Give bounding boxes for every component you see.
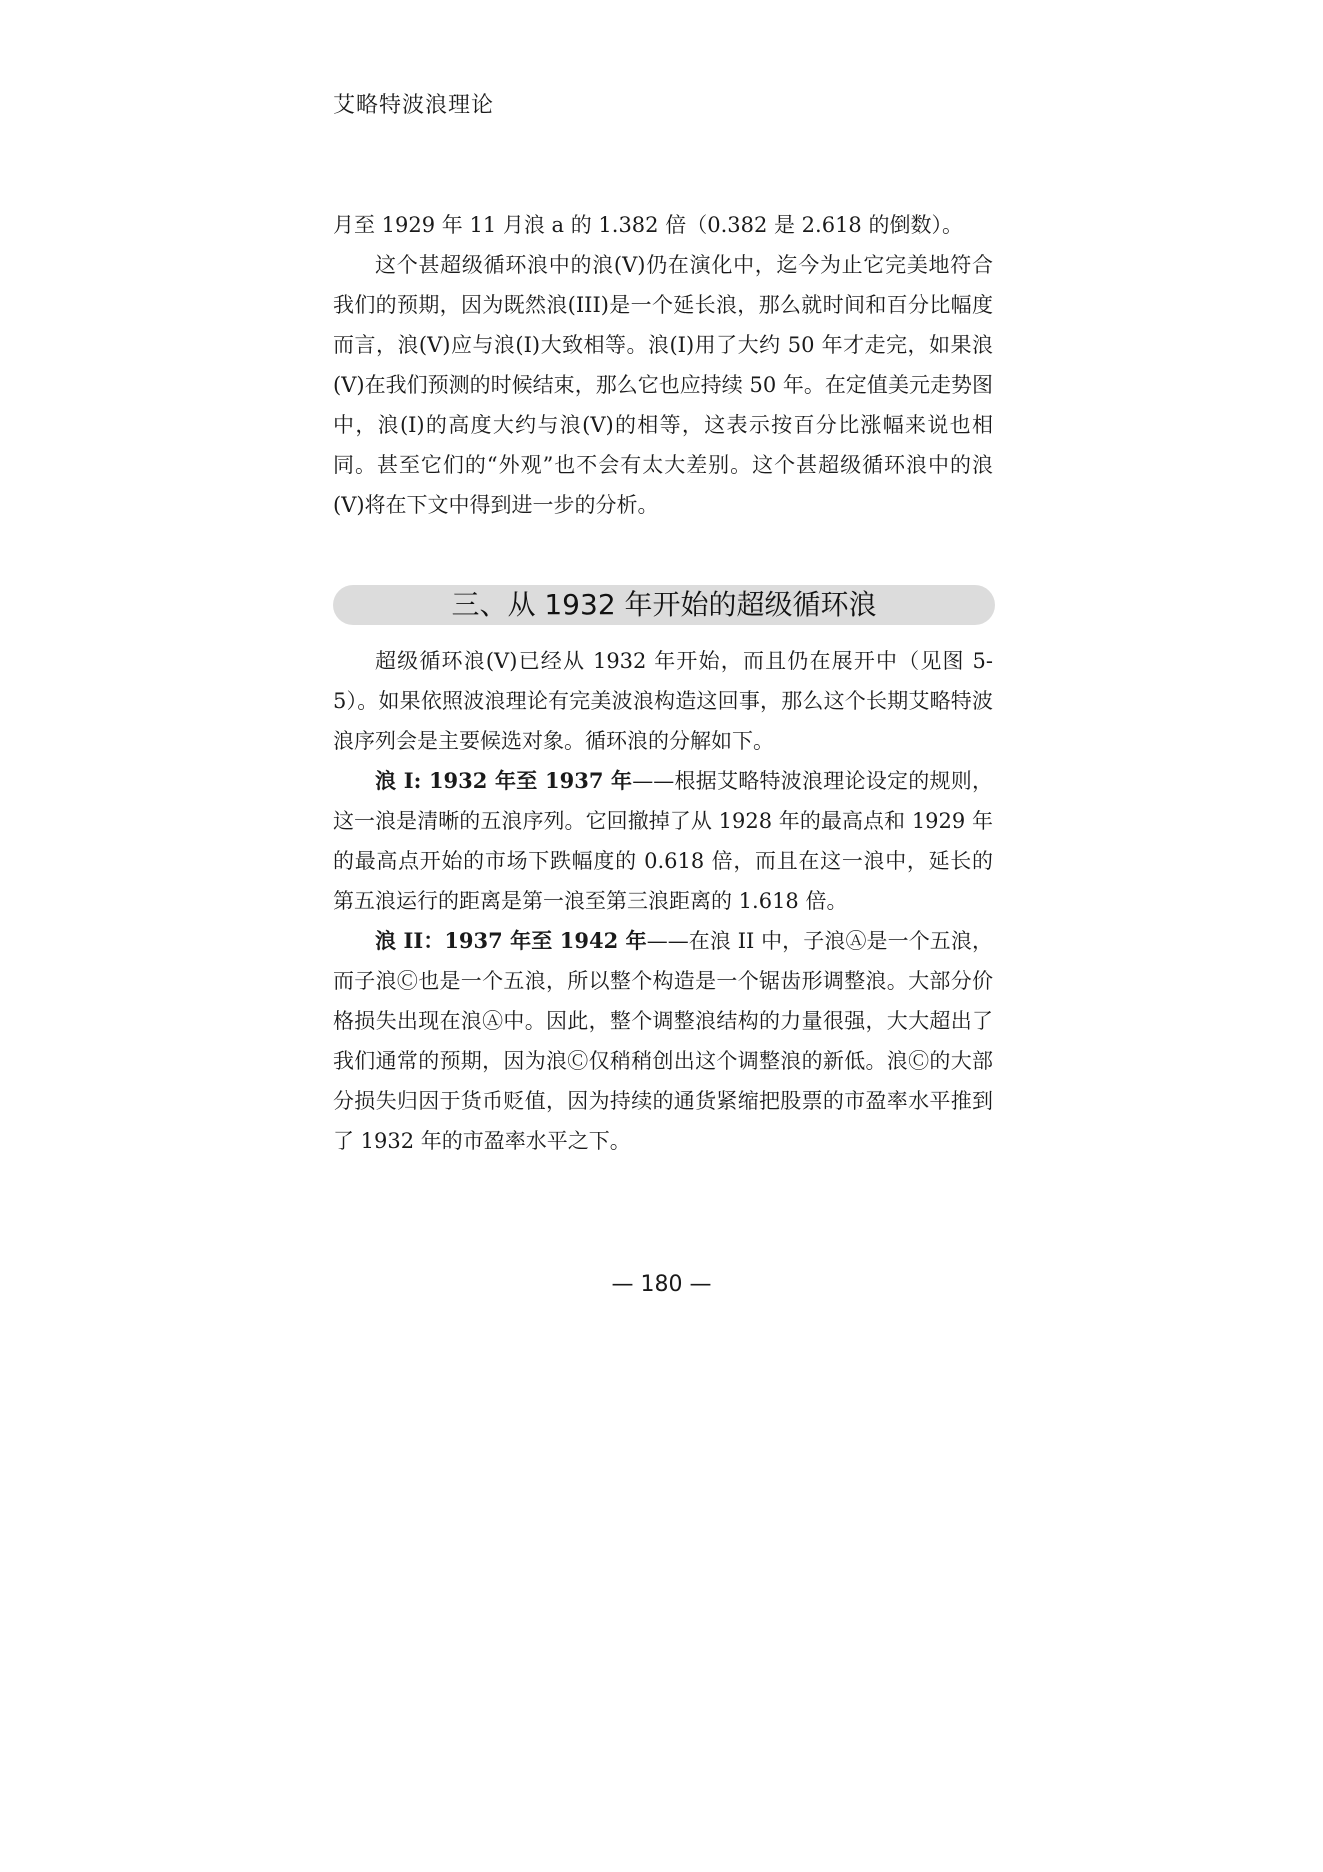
- paragraph-wave-v: 这个甚超级循环浪中的浪(V)仍在演化中，迄今为止它完美地符合我们的预期，因为既然浪(III)是一个延长浪，那么就时间和百分比幅度而言，浪(V)应与浪(I)大致相等。浪(I)用了大约 50 年才走完，如果浪(V)在我们预测的时候结束，那么它也应持续 50 年。在定值美元走势图中，浪(I)的高度大约与浪(V)的相等，这表示按百分比涨幅来说也相同。甚至它们的“外观”也不会有太大差别。这个甚超级循环浪中的浪(V)将在下文中得到进一步的分析。: [333, 253, 993, 517]
- page-number: — 180 —: [611, 1272, 712, 1297]
- wave-1-lead: 浪 I: 1932 年至 1937 年: [375, 768, 633, 793]
- wave-2-lead: 浪 II：1937 年至 1942 年: [375, 928, 647, 953]
- wave-2-text: ——在浪 II 中，子浪Ⓐ是一个五浪，而子浪Ⓒ也是一个五浪，所以整个构造是一个锯齿形调整浪。大部分价格损失出现在浪Ⓐ中。因此，整个调整浪结构的力量很强，大大超出了我们通常的预期，因为浪Ⓒ仅稍稍创出这个调整浪的新低。浪Ⓒ的大部分损失归因于货币贬值，因为持续的通货紧缩把股票的市盈率水平推到了 1932 年的市盈率水平之下。: [333, 929, 993, 1153]
- paragraph-intro: 超级循环浪(V)已经从 1932 年开始，而且仍在展开中（见图 5-5）。如果依照波浪理论有完美波浪构造这回事，那么这个长期艾略特波浪序列会是主要候选对象。循环浪的分解如下。: [333, 649, 993, 753]
- body-text-top: [333, 205, 993, 525]
- paragraph-wave-2: [333, 921, 993, 1161]
- paragraph-continuation: 月至 1929 年 11 月浪 a 的 1.382 倍（0.382 是 2.618 的倒数）。: [333, 213, 963, 237]
- section-body: [333, 641, 993, 1161]
- paragraph-wave-1: [333, 761, 993, 921]
- wave-1-text: ——根据艾略特波浪理论设定的规则，这一浪是清晰的五浪序列。它回撤掉了从 1928 年的最高点和 1929 年的最高点开始的市场下跌幅度的 0.618 倍，而且在这一浪中，延长的第五浪运行的距离是第一浪至第三浪距离的 1.618 倍。: [333, 769, 993, 913]
- running-header: 艾略特波浪理论: [333, 93, 495, 118]
- section-heading: 三、从 1932 年开始的超级循环浪: [333, 585, 995, 625]
